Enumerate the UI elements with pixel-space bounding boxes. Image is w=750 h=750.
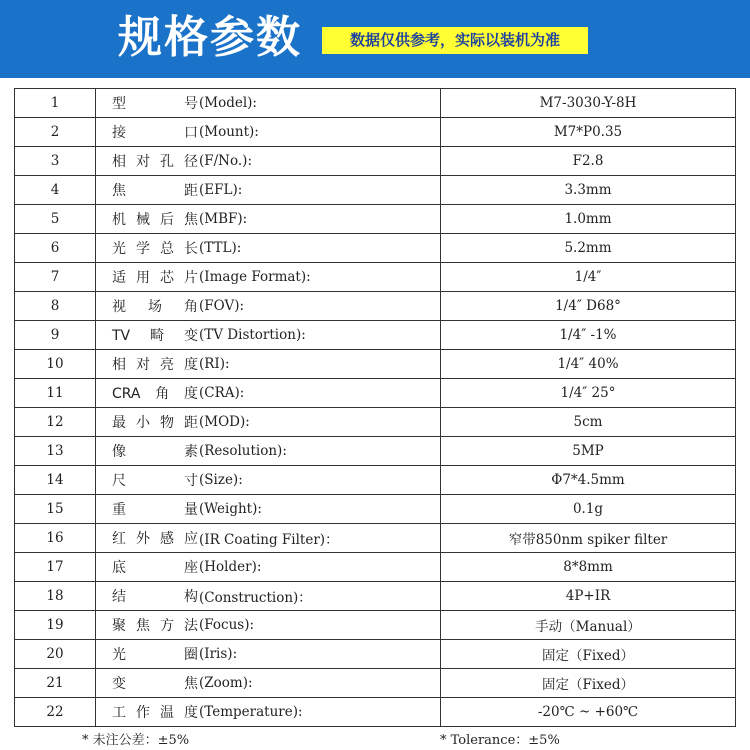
parameter-name-cell <box>96 147 441 176</box>
row-index: 12 <box>15 408 96 437</box>
parameter-name-cell <box>96 640 441 669</box>
row-index: 2 <box>15 118 96 147</box>
parameter-value: 固定（Fixed） <box>441 669 736 698</box>
table-row <box>15 611 736 640</box>
parameter-name-en: (Zoom): <box>199 675 253 691</box>
table-row <box>15 582 736 611</box>
parameter-name-en: (Holder): <box>199 559 262 575</box>
table-row <box>15 495 736 524</box>
parameter-name-en: (MBF): <box>199 211 248 227</box>
parameter-value: 1/4″ <box>441 263 736 292</box>
row-index: 18 <box>15 582 96 611</box>
parameter-name-cell <box>96 698 441 727</box>
parameter-value: 0.1g <box>441 495 736 524</box>
row-index: 5 <box>15 205 96 234</box>
parameter-name-cn: 聚焦方法 <box>112 618 198 634</box>
parameter-name-cn: 最小物距 <box>112 415 198 431</box>
parameter-name-cell <box>96 118 441 147</box>
parameter-name-en: (MOD): <box>199 414 250 430</box>
row-index: 16 <box>15 524 96 553</box>
table-row <box>15 669 736 698</box>
parameter-name-cell <box>96 524 441 553</box>
parameter-name-cn: 相对亮度 <box>112 357 198 373</box>
parameter-value: M7-3030-Y-8H <box>441 89 736 118</box>
parameter-name-cn: CRA角度 <box>112 386 198 402</box>
parameter-value: 5MP <box>441 437 736 466</box>
row-index: 7 <box>15 263 96 292</box>
parameter-value: 5cm <box>441 408 736 437</box>
parameter-name-cn: 像素 <box>112 444 198 460</box>
parameter-name-cn: 结构 <box>112 589 198 605</box>
parameter-value: 1/4″ -1% <box>441 321 736 350</box>
row-index: 19 <box>15 611 96 640</box>
row-index: 1 <box>15 89 96 118</box>
table-row <box>15 234 736 263</box>
parameter-name-cn: 焦距 <box>112 183 198 199</box>
row-index: 4 <box>15 176 96 205</box>
row-index: 14 <box>15 466 96 495</box>
parameter-name-en: (Weight): <box>199 501 262 517</box>
parameter-value: 3.3mm <box>441 176 736 205</box>
parameter-name-cell <box>96 89 441 118</box>
parameter-name-cell <box>96 466 441 495</box>
table-row <box>15 408 736 437</box>
table-row <box>15 379 736 408</box>
parameter-name-cn: 型号 <box>112 96 198 112</box>
parameter-name-cell <box>96 350 441 379</box>
parameter-name-cell <box>96 176 441 205</box>
parameter-name-cn: 光学总长 <box>112 241 198 257</box>
parameter-name-en: (TV Distortion): <box>199 327 306 343</box>
parameter-value: Φ7*4.5mm <box>441 466 736 495</box>
parameter-name-cell <box>96 321 441 350</box>
table-row <box>15 118 736 147</box>
parameter-name-cn: 适用芯片 <box>112 270 198 286</box>
parameter-value: 手动（Manual） <box>441 611 736 640</box>
parameter-value: 4P+IR <box>441 582 736 611</box>
parameter-name-en: (Mount): <box>199 124 259 140</box>
parameter-name-en: (EFL): <box>199 182 243 198</box>
parameter-value: 1.0mm <box>441 205 736 234</box>
row-index: 3 <box>15 147 96 176</box>
row-index: 13 <box>15 437 96 466</box>
parameter-value: F2.8 <box>441 147 736 176</box>
parameter-name-cn: TV畸变 <box>112 328 198 344</box>
parameter-name-cell <box>96 292 441 321</box>
parameter-name-en: (Iris): <box>199 646 238 662</box>
table-row <box>15 176 736 205</box>
parameter-value: 固定（Fixed） <box>441 640 736 669</box>
parameter-name-cell <box>96 582 441 611</box>
table-row <box>15 205 736 234</box>
table-row <box>15 350 736 379</box>
parameter-name-cn: 尺寸 <box>112 473 198 489</box>
row-index: 9 <box>15 321 96 350</box>
table-row <box>15 524 736 553</box>
parameter-name-cn: 工作温度 <box>112 705 198 721</box>
table-row <box>15 292 736 321</box>
parameter-name-cell <box>96 495 441 524</box>
parameter-name-en: (Construction)： <box>199 590 312 606</box>
table-row <box>15 640 736 669</box>
table-row <box>15 321 736 350</box>
table-row <box>15 263 736 292</box>
parameter-value: -20℃ ~ +60℃ <box>441 698 736 727</box>
tolerance-note-en: * Tolerance：±5% <box>440 733 560 748</box>
row-index: 20 <box>15 640 96 669</box>
table-row <box>15 437 736 466</box>
parameter-name-en: (TTL): <box>199 240 242 256</box>
disclaimer-note: 数据仅供参考，实际以装机为准 <box>322 27 588 54</box>
row-index: 22 <box>15 698 96 727</box>
parameter-name-en: (IR Coating Filter)： <box>199 532 339 548</box>
parameter-name-cell <box>96 408 441 437</box>
table-row <box>15 466 736 495</box>
parameter-name-cell <box>96 669 441 698</box>
row-index: 8 <box>15 292 96 321</box>
parameter-name-en: (RI): <box>199 356 230 372</box>
spec-table <box>14 88 736 727</box>
page-title: 规格参数 <box>118 12 302 63</box>
parameter-name-cn: 光圈 <box>112 647 198 663</box>
parameter-name-cn: 变焦 <box>112 676 198 692</box>
parameter-name-cn: 机械后焦 <box>112 212 198 228</box>
table-row <box>15 698 736 727</box>
parameter-name-cn: 接口 <box>112 125 198 141</box>
parameter-name-cn: 重量 <box>112 502 198 518</box>
row-index: 21 <box>15 669 96 698</box>
parameter-name-en: (Temperature): <box>199 704 303 720</box>
parameter-name-en: (Resolution): <box>199 443 287 459</box>
parameter-value: 5.2mm <box>441 234 736 263</box>
parameter-name-en: (Focus): <box>199 617 255 633</box>
header-banner <box>0 0 750 78</box>
parameter-name-cn: 视场角 <box>112 299 198 315</box>
parameter-name-cell <box>96 437 441 466</box>
row-index: 17 <box>15 553 96 582</box>
parameter-name-cell <box>96 205 441 234</box>
parameter-name-cn: 红外感应 <box>112 531 198 547</box>
parameter-value: 1/4″ D68° <box>441 292 736 321</box>
row-index: 15 <box>15 495 96 524</box>
parameter-name-cn: 底座 <box>112 560 198 576</box>
parameter-name-en: (Size): <box>199 472 243 488</box>
parameter-name-en: (CRA): <box>199 385 245 401</box>
table-row <box>15 553 736 582</box>
parameter-value: 1/4″ 40% <box>441 350 736 379</box>
parameter-name-en: (FOV): <box>199 298 245 314</box>
parameter-value: M7*P0.35 <box>441 118 736 147</box>
parameter-name-cell <box>96 553 441 582</box>
row-index: 10 <box>15 350 96 379</box>
parameter-name-cell <box>96 234 441 263</box>
parameter-name-cell <box>96 379 441 408</box>
parameter-name-cell <box>96 611 441 640</box>
table-row <box>15 89 736 118</box>
parameter-name-en: (F/No.): <box>199 153 252 169</box>
tolerance-note-cn: * 未注公差：±5% <box>82 733 190 748</box>
table-row <box>15 147 736 176</box>
parameter-name-en: (Model): <box>199 95 257 111</box>
parameter-name-cn: 相对孔径 <box>112 154 198 170</box>
row-index: 11 <box>15 379 96 408</box>
parameter-value: 窄带850nm spiker filter <box>441 524 736 553</box>
row-index: 6 <box>15 234 96 263</box>
parameter-name-en: (Image Format): <box>199 269 311 285</box>
parameter-value: 8*8mm <box>441 553 736 582</box>
parameter-name-cell <box>96 263 441 292</box>
parameter-value: 1/4″ 25° <box>441 379 736 408</box>
